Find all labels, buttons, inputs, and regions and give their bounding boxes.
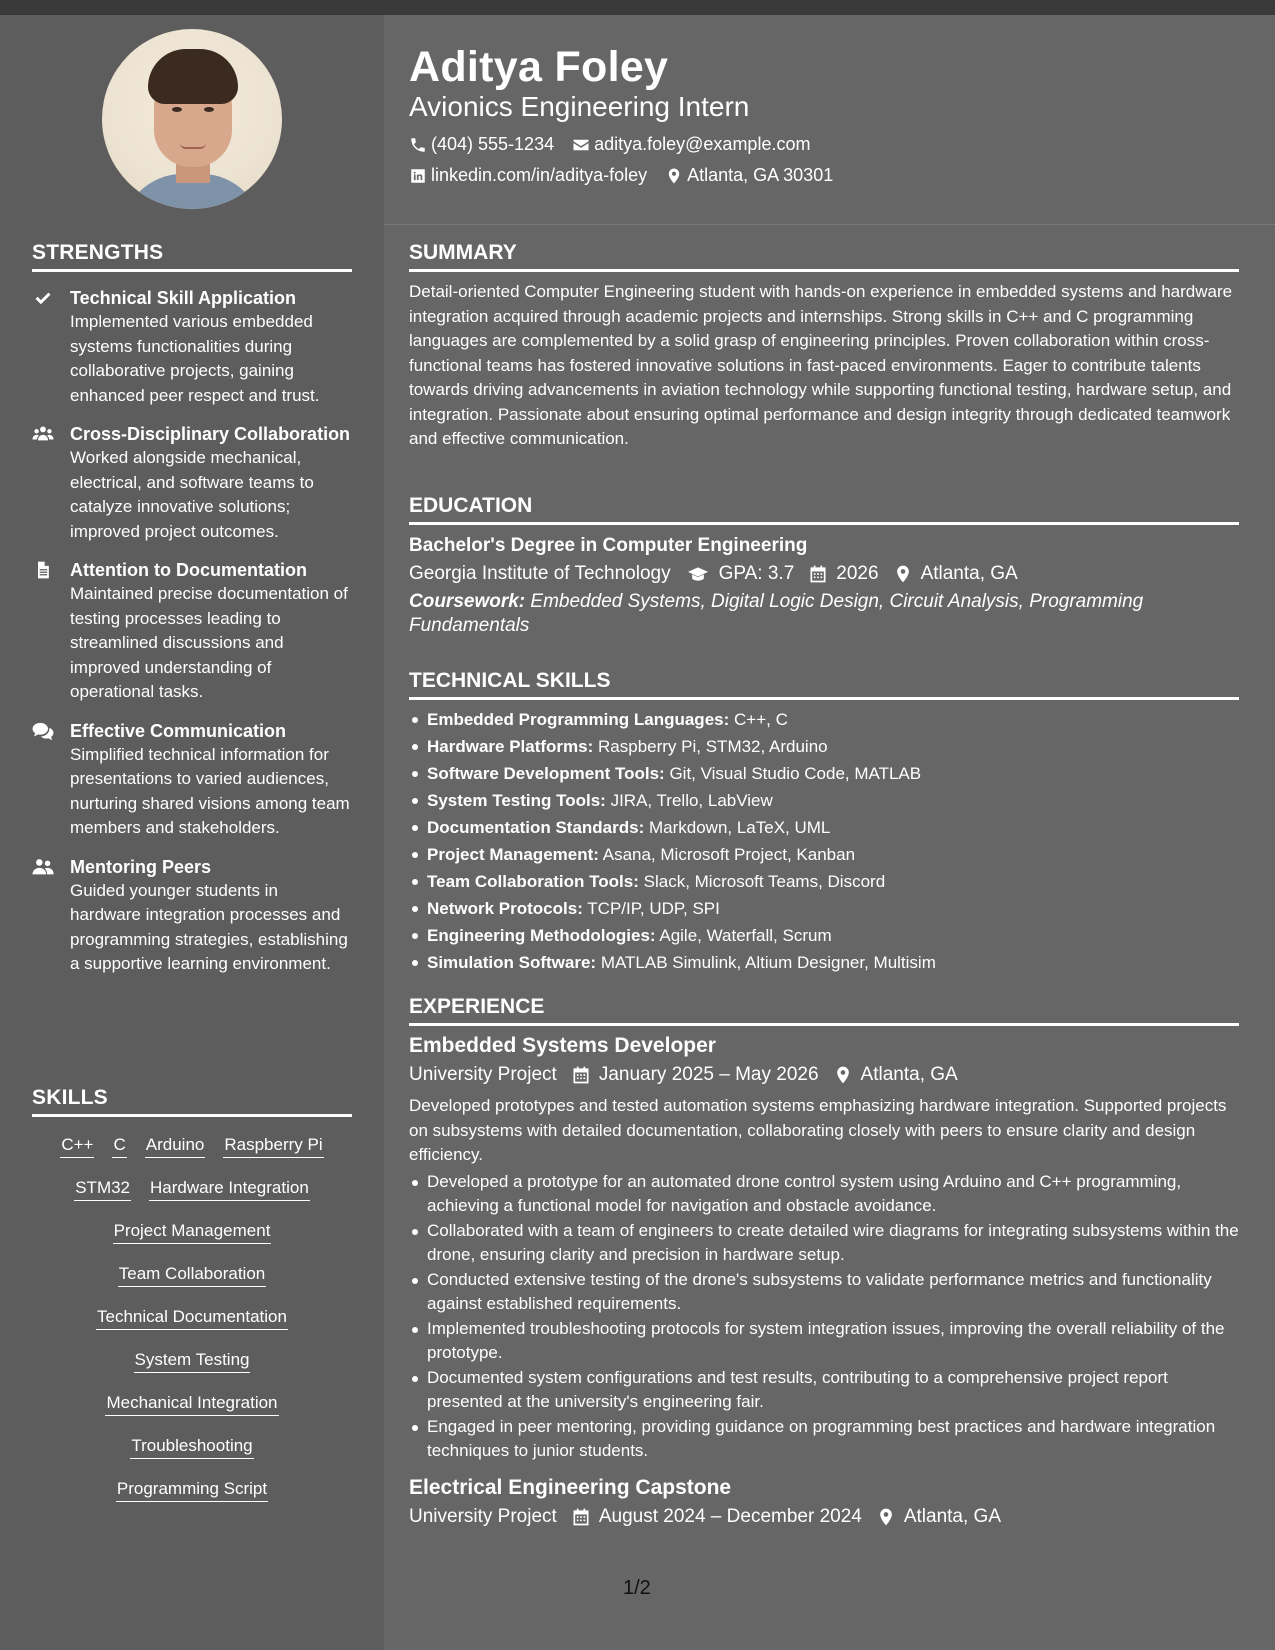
list-item [409,922,1239,949]
list-item: Documented system configurations and test results, contributing to a comprehensive project report presented at the university's engineering fair. [409,1366,1239,1415]
skill-tag: Project Management [113,1219,272,1244]
skill-label: Team Collaboration Tools: [427,872,639,891]
coursework-text: Embedded Systems, Digital Logic Design, Circuit Analysis, Programming Fundamentals [409,591,1144,636]
skill-tag: System Testing [134,1348,251,1373]
strength-title: Attention to Documentation [70,560,307,580]
skill-value: Markdown, LaTeX, UML [648,818,831,837]
skills-section [32,1086,352,1502]
skill-value: Slack, Microsoft Teams, Discord [643,872,886,891]
year-text: 2026 [836,563,879,584]
candidate-role: Avionics Engineering Intern [409,91,750,122]
contact-row [409,134,828,155]
main-content [384,15,1275,1650]
skill-label: Hardware Platforms: [427,737,594,756]
map-pin-icon [665,167,683,185]
skill-label: Simulation Software: [427,953,597,972]
list-item [409,814,1239,841]
profile-photo [102,29,282,209]
skill-label: System Testing Tools: [427,791,606,810]
skill-tag: Technical Documentation [96,1305,288,1330]
experience-heading: EXPERIENCE [409,995,1239,1026]
skill-value: Asana, Microsoft Project, Kanban [602,845,856,864]
skill-label: Embedded Programming Languages: [427,710,730,729]
skill-tag: Team Collaboration [118,1262,266,1287]
skill-tag: Hardware Integration [149,1176,310,1201]
calendar-icon [808,564,828,584]
technical-skills-list [409,706,1239,976]
job-meta [409,1064,1239,1086]
sidebar [0,15,384,1650]
strength-desc: Maintained precise documentation of testing processes leading to streamlined discussions and improved understanding of operational tasks. [70,584,348,701]
skill-value: Raspberry Pi, STM32, Arduino [598,737,828,756]
top-bar [0,0,1275,15]
skill-value: JIRA, Trello, LabView [610,791,773,810]
strength-title: Effective Communication [70,720,287,741]
skill-tag: Arduino [145,1133,206,1158]
job-dates-text: January 2025 – May 2026 [598,1064,819,1085]
skill-label: Documentation Standards: [427,818,645,837]
skill-value: Git, Visual Studio Code, MATLAB [669,764,922,783]
linkedin-text[interactable]: linkedin.com/in/aditya-foley [431,165,648,185]
skill-value: MATLAB Simulink, Altium Designer, Multisim [600,953,936,972]
job-title: Embedded Systems Developer [409,1034,716,1057]
graduation-cap-icon [685,564,711,584]
strengths-heading: STRENGTHS [32,241,352,272]
phone-icon [409,136,427,154]
school-name [409,563,671,585]
list-item: Implemented troubleshooting protocols for system integration issues, improving the overall reliability of the prototype. [409,1317,1239,1366]
location-contact [665,165,833,186]
strength-item [32,422,352,544]
job-location-text: Atlanta, GA [903,1505,1002,1527]
education-heading: EDUCATION [409,494,1239,525]
skill-value: TCP/IP, UDP, SPI [587,899,720,918]
strength-item [32,286,352,408]
graduation-year [808,563,878,585]
job-location [876,1506,1001,1528]
job-org-text: University Project [409,1064,557,1085]
list-item [409,895,1239,922]
list-item [409,949,1239,976]
skill-label: Engineering Methodologies: [427,926,656,945]
strength-desc: Worked alongside mechanical, electrical, and software teams to catalyze innovative solutions; improved project outcomes. [70,448,314,541]
list-item [409,868,1239,895]
job-location-text: Atlanta, GA [860,1064,958,1085]
skill-value: Agile, Waterfall, Scrum [659,926,832,945]
strength-title: Mentoring Peers [70,856,212,877]
list-item: Collaborated with a team of engineers to create detailed wire diagrams for integrating subsystems within the drone, ensuring clarity and precision in hardware setup. [409,1219,1239,1268]
document-icon [32,558,70,705]
job-org-text: University Project [409,1505,557,1527]
contact-row-2 [409,165,851,186]
job-dates [571,1506,862,1528]
summary-heading: SUMMARY [409,241,1239,272]
degree-title: Bachelor's Degree in Computer Engineering [409,535,808,556]
chat-icon [32,719,70,841]
job-location [833,1064,958,1086]
skills-list [32,1133,352,1502]
strengths-section [32,241,352,977]
education-section [409,494,1239,638]
email-text[interactable]: aditya.foley@example.com [594,134,811,154]
list-item: Developed a prototype for an automated drone control system using Arduino and C++ programming, achieving a functional model for navigation and obstacle avoidance. [409,1170,1239,1219]
strength-item [32,558,352,705]
location-text: Atlanta, GA 30301 [687,165,834,185]
summary-section [409,241,1239,452]
skill-label: Project Management: [427,845,599,864]
list-item [409,841,1239,868]
strength-title: Technical Skill Application [70,288,297,308]
candidate-name: Aditya Foley [409,43,669,91]
education-location [893,563,1018,585]
map-pin-icon [893,564,913,584]
gpa [685,563,795,585]
list-item [409,787,1239,814]
header-divider [384,224,1275,225]
skill-label: Network Protocols: [427,899,583,918]
list-item [409,706,1239,733]
linkedin-contact[interactable] [409,165,647,186]
strength-desc: Implemented various embedded systems functionalities during collaborative projects, gaining enhanced peer respect and trust. [70,312,320,405]
skill-tag: C++ [60,1133,94,1158]
job-bullets [409,1170,1239,1464]
user-group-icon [32,855,70,977]
list-item: Engaged in peer mentoring, providing guidance on programming best practices and hardware integration techniques to junior students. [409,1415,1239,1464]
strength-item [32,719,352,841]
gpa-text: GPA: 3.7 [718,563,795,584]
strength-item [32,855,352,977]
education-meta [409,563,1239,585]
job-org [409,1064,557,1086]
technical-skills-section [409,669,1239,976]
skill-tag: STM32 [74,1176,131,1201]
envelope-icon [572,136,590,154]
strength-desc: Simplified technical information for presentations to varied audiences, nurturing shared visions among team members and stakeholders. [70,744,350,837]
job-title: Electrical Engineering Capstone [409,1475,732,1499]
skill-tag: Programming Script [116,1477,268,1502]
experience-section [409,995,1239,1528]
list-item [409,733,1239,760]
job-summary: Developed prototypes and tested automation systems emphasizing hardware integration. Supported projects on subsystems with detailed documentation, collaborating closely with peers to ensure clarity and design efficiency. [409,1096,1227,1164]
map-pin-icon [876,1507,896,1527]
skill-tag: Mechanical Integration [105,1391,278,1416]
page-number: 1/2 [623,1577,651,1599]
job-dates [571,1064,819,1086]
skills-heading: SKILLS [32,1086,352,1117]
skill-value: C++, C [734,710,788,729]
skill-label: Software Development Tools: [427,764,665,783]
school-text: Georgia Institute of Technology [409,563,671,584]
strength-title: Cross-Disciplinary Collaboration [70,424,351,444]
coursework [409,590,1239,638]
calendar-icon [571,1065,591,1085]
job-dates-text: August 2024 – December 2024 [598,1505,862,1527]
list-item [409,760,1239,787]
job-meta [409,1506,1239,1528]
skill-tag: Raspberry Pi [223,1133,323,1158]
skill-tag: C [112,1133,126,1158]
users-icon [32,422,70,544]
list-item: Conducted extensive testing of the drone's subsystems to validate performance metrics and functionality against established requirements. [409,1268,1239,1317]
skill-tag: Troubleshooting [130,1434,253,1459]
phone-text: (404) 555-1234 [431,134,555,154]
summary-text: Detail-oriented Computer Engineering student with hands-on experience in embedded systems and hardware integration acquired through academic projects and internships. Strong skills in C++ and C programming languages are complemented by a solid grasp of engineering principles. Proven collaboration within cross-functional teams has fostered innovative solutions in fast-paced environments. Eager to contribute talents towards driving advancements in aviation technology while supporting functional testing, hardware setup, and integration. Passionate about ensuring optimal performance and design integrity through dedicated teamwork and effective communication. [409,282,1233,448]
email-contact[interactable] [572,134,810,155]
check-icon [32,286,70,408]
coursework-label: Coursework: [409,591,526,612]
job-org [409,1506,557,1528]
technical-skills-heading: TECHNICAL SKILLS [409,669,1239,700]
calendar-icon [571,1507,591,1527]
education-location-text: Atlanta, GA [920,563,1018,584]
map-pin-icon [833,1065,853,1085]
phone-contact [409,134,554,155]
strength-desc: Guided younger students in hardware integration processes and programming strategies, establishing a supportive learning environment. [70,880,348,973]
linkedin-icon [409,167,427,185]
